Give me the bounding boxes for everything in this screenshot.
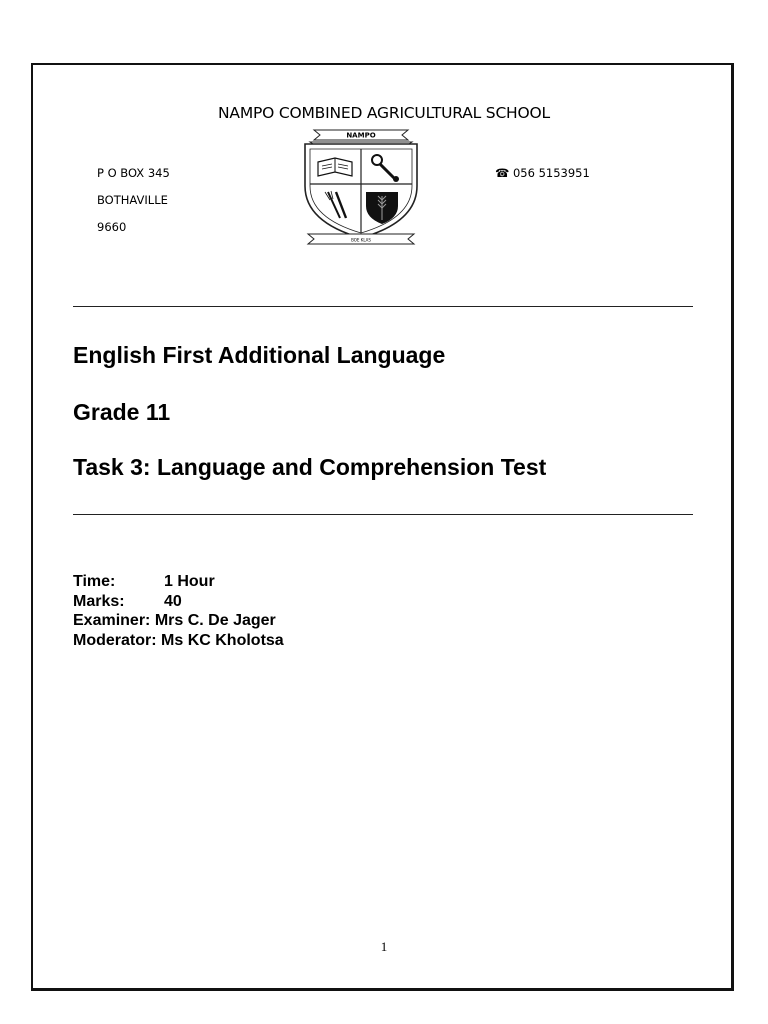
subject-heading: English First Additional Language	[73, 342, 446, 368]
address-line-town: BOTHAVILLE	[97, 193, 168, 207]
examiner-label: Examiner:	[73, 612, 151, 629]
moderator-row	[73, 631, 284, 651]
task-heading: Task 3: Language and Comprehension Test	[73, 454, 547, 480]
moderator-value: Ms KC Kholotsa	[161, 631, 284, 649]
test-details	[73, 572, 284, 650]
marks-value: 40	[164, 592, 182, 610]
time-label: Time:	[73, 573, 116, 590]
phone-number: ☎ 056 5153951	[495, 166, 590, 180]
time-row	[73, 572, 284, 592]
horizontal-rule-bottom	[73, 514, 693, 515]
address-line-po-box: P O BOX 345	[97, 166, 170, 180]
school-crest-logo	[300, 122, 422, 246]
address-line-postal-code: 9660	[97, 220, 127, 234]
school-name: NAMPO COMBINED AGRICULTURAL SCHOOL	[218, 104, 550, 122]
marks-label: Marks:	[73, 592, 125, 610]
grade-heading: Grade 11	[73, 399, 171, 425]
telephone-icon: ☎	[495, 166, 513, 180]
examiner-row	[73, 611, 284, 631]
page-number: 1	[380, 939, 388, 954]
crest-top-text: NAMPO	[346, 131, 376, 140]
crest-motto: BOE KLAS	[351, 237, 371, 243]
horizontal-rule-top	[73, 306, 693, 307]
examiner-value: Mrs C. De Jager	[154, 612, 276, 629]
time-value: 1 Hour	[164, 573, 215, 590]
marks-row	[73, 592, 284, 612]
moderator-label: Moderator:	[73, 631, 157, 649]
